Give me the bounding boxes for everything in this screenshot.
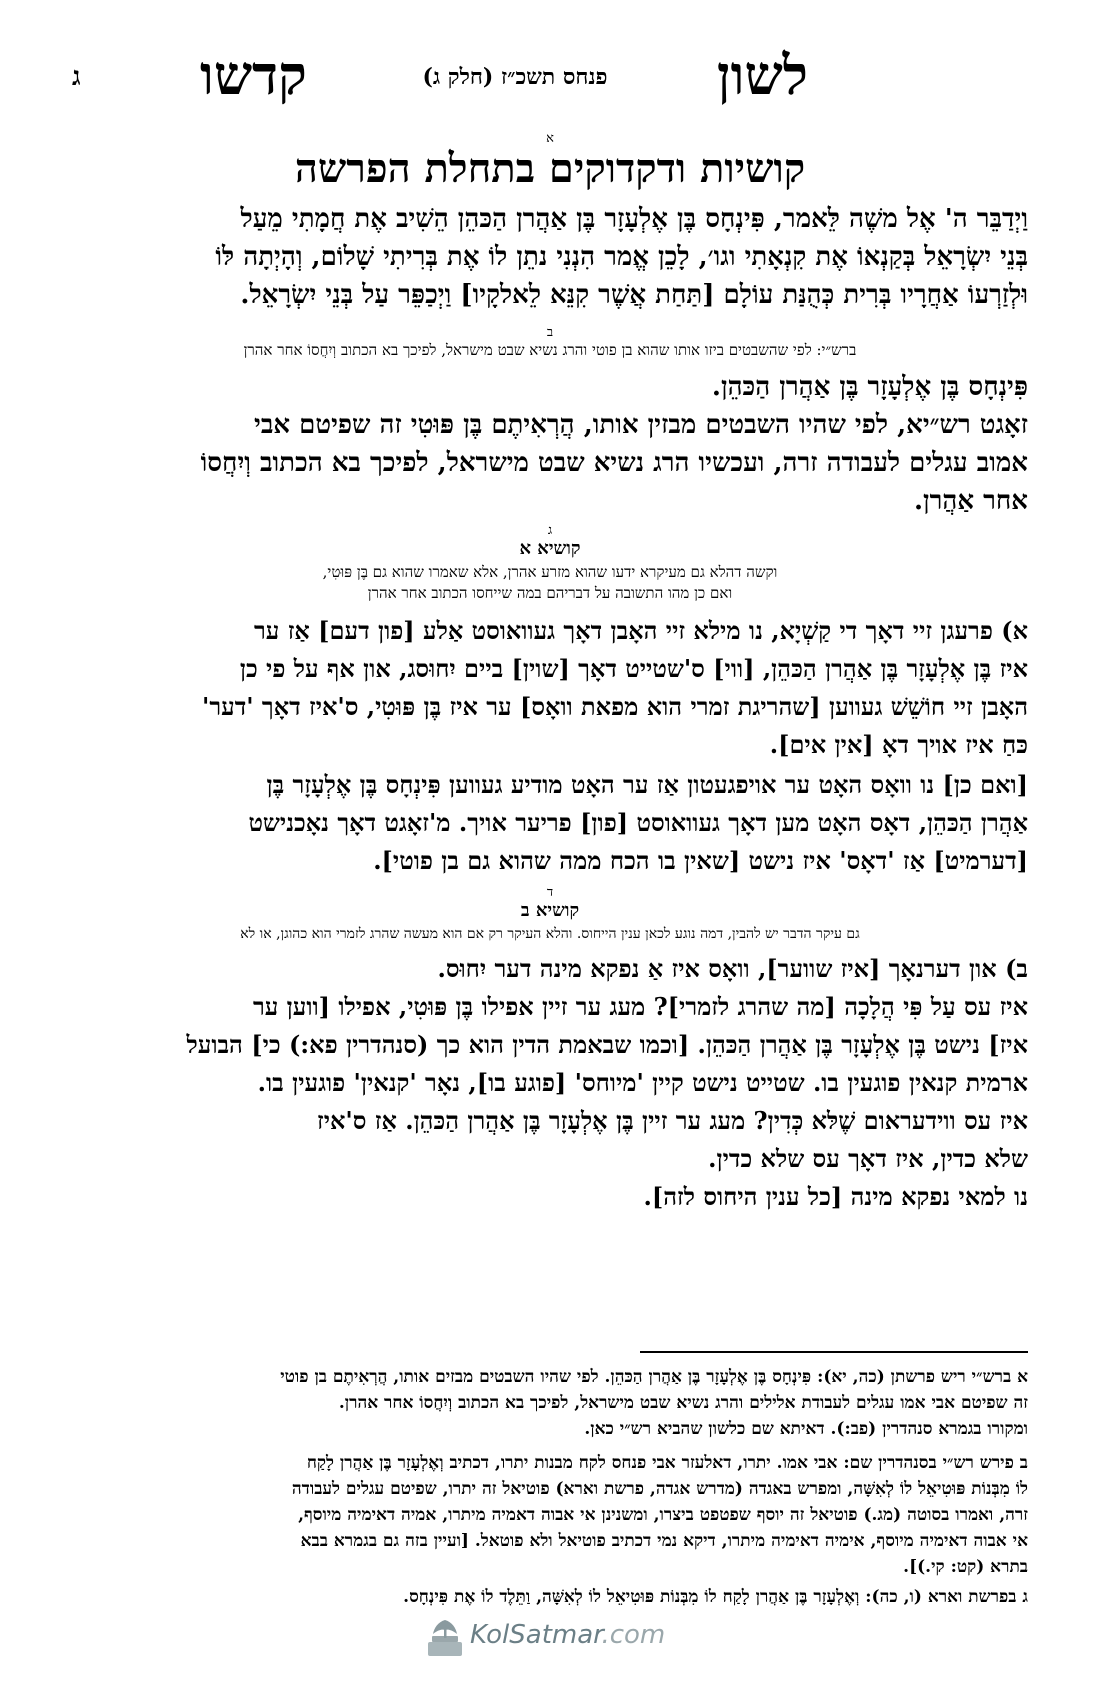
text-line: איז] נישט בֶּן אֶלְעָזָר בֶּן אַהֲרן הַכּהֵן. [וכמו שבאמת הדין הוא כך (סנהדרין פא:) כי] הבועל [186, 1030, 1028, 1059]
text-line: איז בֶּן אֶלְעָזָר בֶּן אַהֲרן הַכּהֵן, [ווי] ס'שטייט דאָך [שוין] ביים יִחוּסג, און אף על פי כן [239, 654, 1028, 683]
question-line: ואם כן מהו התשובה על דבריהם במה שייחסו הכתוב אחר אהרן [367, 584, 733, 602]
text-line: האָבן זיי חוֹשֵׁשׁ געווען [שהריגת זמרי הוא מפאת וואָס] ער איז בֶּן פּוּטִי, ס'איז דאָך 'דער' [201, 692, 1028, 721]
section-number: ד [546, 885, 554, 900]
text-line: כּחַ איז אויך דאָ [אין אים]. [769, 730, 1028, 759]
text-line: אמוב עגלים לעבודה זרה, ועכשיו הרג נשיא שבט מישראל, לפיכך בא הכתוב וְיִחֲסוֹ [200, 448, 1028, 478]
footnote-line: א ברש״י ריש פרשתן (כה, יא): פִּינְחָס בֶּן אֶלְעָזָר בֶּן אַהֲרן הַכּהֵן. לפי שהיו השבטים מבזים אותו, הֲרְאִיתֶם בן פוטי [280, 1367, 1028, 1387]
text-line: אחר אַהֲרן. [913, 486, 1028, 516]
section-title: קושיות ודקדוקים בתחלת הפרשה [294, 145, 806, 192]
text-line: איז עס ווידעראום שֶׁלּא כְּדִין? מעג ער זיין בֶּן אֶלְעָזָר בֶּן אַהֲרן הַכּהֵן. אַז ס'איז [317, 1106, 1028, 1135]
text-line: איז עס עַל פִּי הֲלָכָה [מה שהרג לזמרי]? מעג ער זיין אפילו בֶּן פּוּטִי, אפילו [ווען ער [252, 992, 1028, 1021]
rashi-summary: ברש״י: לפי שהשבטים ביזו אותו שהוא בן פוטי והרג נשיא שבט מישראל, לפיכך בא הכתוב וְיִחֲסוֹ אחר אהרן [243, 341, 857, 359]
text-line: ארמית קנאין פוגעין בו. שטייט נישט קיין 'מיוחס' [פוגע בו], נאָר 'קנאין' פוגעין בו. [257, 1068, 1028, 1097]
footnote-3 [70, 1584, 1028, 1610]
text-line: א) פרעגן זיי דאָך די קַשְׁיָא, נו מילא זיי האָבן דאָך געוואוסט אַלע [פון דעם] אַז ער [254, 616, 1028, 645]
text-line: אַהֲרן הַכּהֵן, דאָס האָט מען דאָך געוואוסט [פון] פריער אויך. מ'זאָגט דאָך נאָכנישט [248, 808, 1028, 837]
footnote-line: ב פירש רש״י בסנהדרין שם: אבי אמו. יתרו, דאלעזר אבי פנחס לקח מבנות יתרו, דכתיב וְאֶלְעָזָר בֶּן אַהֲרן לָקַח [306, 1453, 1028, 1473]
footnote-line: זה שפיטם אבי אמו עגלים לעבודת אלילים והרג נשיא שבט מישראל, לפיכך בא הכתוב וְיִחֲסוֹ אחר אהרן. [338, 1393, 1028, 1413]
footnote-2 [70, 1450, 1028, 1580]
footnote-line: לוֹ מִבְּנוֹת פּוּטִיאֵל לוֹ לְאִשָּׁה, ומפרש באגדה (מדרש אגדה, פרשת וארא) פוטיאל זה יתרו, שפיטם עגלים לעבודה [291, 1479, 1028, 1499]
verse-line: בְּנֵי יִשְׂרָאֵל בְּקַנְאוֹ אֶת קִנְאָתִי וגו׳, לָכֵן אֱמר הִנְנִי נתֵן לוֹ אֶת בְּרִיתִי שָׁלוֹם, וְהָיְתָה לּוֹ [215, 242, 1028, 272]
text-line: נו למאי נפקא מינה [כל ענין היחוס לזה]. [643, 1182, 1028, 1211]
section-number: ב [546, 325, 554, 340]
footnote-line: זרה, ואמרו בסוטה (מג.) פוטיאל זה יוסף שפטפט ביצרו, ומשנינן אי אבוה דאמיה מיתרו, אמיה דאימיה מיוסף, [298, 1505, 1028, 1525]
paragraph [70, 368, 1028, 520]
footnote-rule [640, 1351, 1028, 1353]
paragraph [70, 612, 1028, 764]
page-letter: ג [72, 62, 81, 92]
text-line: ב) און דערנאָך [איז שווער], וואָס איז אַ נפקא מינה דער יִחוּס. [437, 954, 1028, 983]
paragraph [70, 766, 1028, 880]
footnote-line: בתרא (קט: קי.)]. [903, 1557, 1028, 1577]
text-line: שלא כדין, איז דאָך עס שלא כדין. [708, 1144, 1028, 1173]
question-line: וקשה דהלא גם מעיקרא ידעו שהוא מזרע אהרן, אלא שאמרו שהוא גם בֶּן פּוּטִי, [322, 563, 778, 581]
header-title-right: לשון [716, 43, 808, 107]
footnote-1 [70, 1364, 1028, 1442]
verse-line: וַיְדַבֵּר ה' אֶל משֶׁה לֵּאמר, פִּינְחָס בֶּן אֶלְעָזָר בֶּן אַהֲרן הַכּהֵן הֵשִׁיב אֶת חֲמָתִי מֵעַל [240, 204, 1028, 234]
subheading: קושיא א [519, 538, 581, 559]
text-line: זאָגט רש״יא, לפי שהיו השבטים מבזין אותו, הֲרְאִיתֶם בֶּן פּוּטִי זה שפיטם אבי [254, 410, 1028, 440]
footnote-line: אי אבוה דאימיה מיוסף, אימיה דאימיה מיתרו, דיקא נמי דכתיב פוטיאל ולא פוטאל. [ועיין בזה גם בגמרא בבא [300, 1531, 1028, 1551]
text-line: פִּינְחָס בֶּן אֶלְעָזָר בֶּן אַהֲרן הַכּהֵן. [711, 372, 1028, 402]
header-portion: פנחס תשכ״ז (חלק ג) [422, 64, 608, 90]
section-number: א [546, 131, 554, 146]
paragraph [70, 950, 1028, 1216]
text-line: [ואם כן] נו וואָס האָט ער אויפגעטון אַז ער האָט מודיע געווען פִּינְחָס בֶּן אֶלְעָזָר בֶּן [266, 770, 1028, 799]
verse-text [70, 200, 1028, 314]
question-line: גם עיקר הדבר יש להבין, דמה נוגע לכאן ענין הייחוס. והלא העיקר רק אם הוא מעשה שהרג לזמרי הוא כהוגן, או לא [240, 926, 860, 942]
subheading: קושיא ב [520, 900, 580, 921]
header-title-left: קדשו [200, 43, 307, 107]
footnote-line: ג בפרשת וארא (ו, כה): וְאֶלְעָזָר בֶּן אַהֲרן לָקַח לוֹ מִבְּנוֹת פּוּטִיאֵל לוֹ לְאִשָּׁה, וַתֵּלֶד לוֹ אֶת פִּינְחָס. [403, 1587, 1028, 1607]
footnote-line: ומקורו בגמרא סנהדרין (פב:). דאיתא שם כלשון שהביא רש״י כאן. [584, 1419, 1028, 1439]
section-number: ג [547, 523, 553, 538]
verse-line: וּלְזַרְעוֹ אַחֲרָיו בְּרִית כְּהֻנַּת עוֹלָם [תַּחַת אֲשֶׁר קִנֵּא לֵאלקָיו] וַיְכַפֵּר עַל בְּנֵי יִשְׂרָאֵל. [240, 280, 1028, 310]
text-line: [דערמיט] אַז 'דאָס' איז נישט [שאין בו הכח ממה שהוא גם בן פוטי]. [373, 846, 1028, 875]
watermark-text: KolSatmar.com [470, 1620, 666, 1650]
